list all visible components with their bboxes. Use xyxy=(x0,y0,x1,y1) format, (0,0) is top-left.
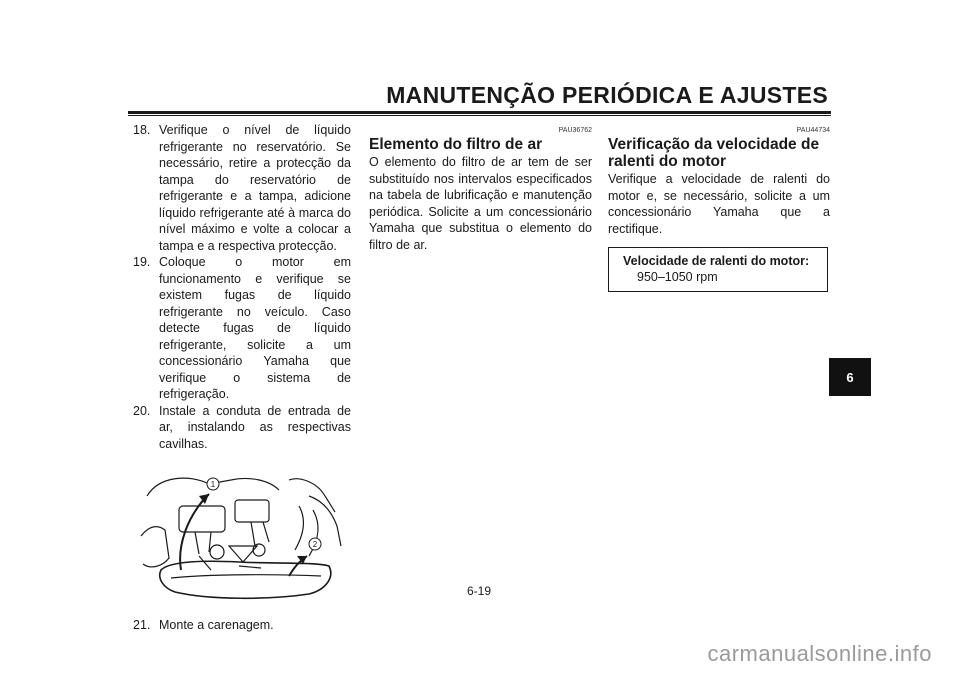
step-21 xyxy=(133,617,351,634)
watermark: carmanualsonline.info xyxy=(707,641,932,666)
page-header-title: MANUTENÇÃO PERIÓDICA E AJUSTES xyxy=(386,82,828,108)
step-number: 21. xyxy=(133,617,151,632)
step-19 xyxy=(133,254,351,403)
step-text: Instale a conduta de entrada de ar, instalando as respectivas cavilhas. xyxy=(159,403,351,451)
section-code: PAU44734 xyxy=(796,127,830,134)
spec-value: 950–1050 rpm xyxy=(637,270,718,284)
step-number: 19. xyxy=(133,255,151,269)
step-text: Coloque o motor em funcionamento e verifique se existem fugas de líquido refrigerante no veículo. Caso detecte fugas de líquido refrigerante, solicite a um concessionário Yamaha que verifique o sistema de refrigeração. xyxy=(159,255,351,401)
chapter-tab: 6 xyxy=(829,358,871,396)
section-paragraph: Verifique a velocidade de ralenti do motor e, se necessário, solicite a um concessionário Yamaha que a rectifique. xyxy=(608,172,830,236)
step-number: 18. xyxy=(133,123,151,137)
section-code: PAU36762 xyxy=(558,127,592,134)
section-paragraph: O elemento do filtro de ar tem de ser substituído nos intervalos especificados na tabela de lubrificação e manutenção periódica. Solicite a um concessionário Yamaha que substitua o elemento do filtro de ar. xyxy=(369,155,592,252)
header-rule-thin xyxy=(128,115,831,116)
middle-column xyxy=(369,122,592,253)
step-number: 20. xyxy=(133,403,151,418)
section-heading: Verificação da velocidade de ralenti do motor xyxy=(608,136,820,170)
air-intake-duct-illustration xyxy=(139,466,345,604)
callout-number: 2 xyxy=(312,540,318,549)
spec-label: Velocidade de ralenti do motor: xyxy=(623,254,810,268)
step-18 xyxy=(133,122,351,254)
header-rule xyxy=(128,111,831,114)
step-text: Monte a carenagem. xyxy=(159,617,274,632)
left-column xyxy=(133,122,351,633)
spec-box xyxy=(608,247,828,292)
step-20 xyxy=(133,403,351,453)
callout-number: 1 xyxy=(210,480,216,489)
page-number: 6-19 xyxy=(467,584,492,598)
step-text: Verifique o nível de líquido refrigerante no reservatório. Se necessário, retire a protecção da tampa do reservatório de refrigerante e a tampa, adicione líquido refrigerante até à marca do nível máximo e volte a colocar a tampa e a respectiva protecção. xyxy=(159,123,351,253)
right-column xyxy=(608,122,830,292)
section-heading: Elemento do filtro de ar xyxy=(369,136,543,153)
